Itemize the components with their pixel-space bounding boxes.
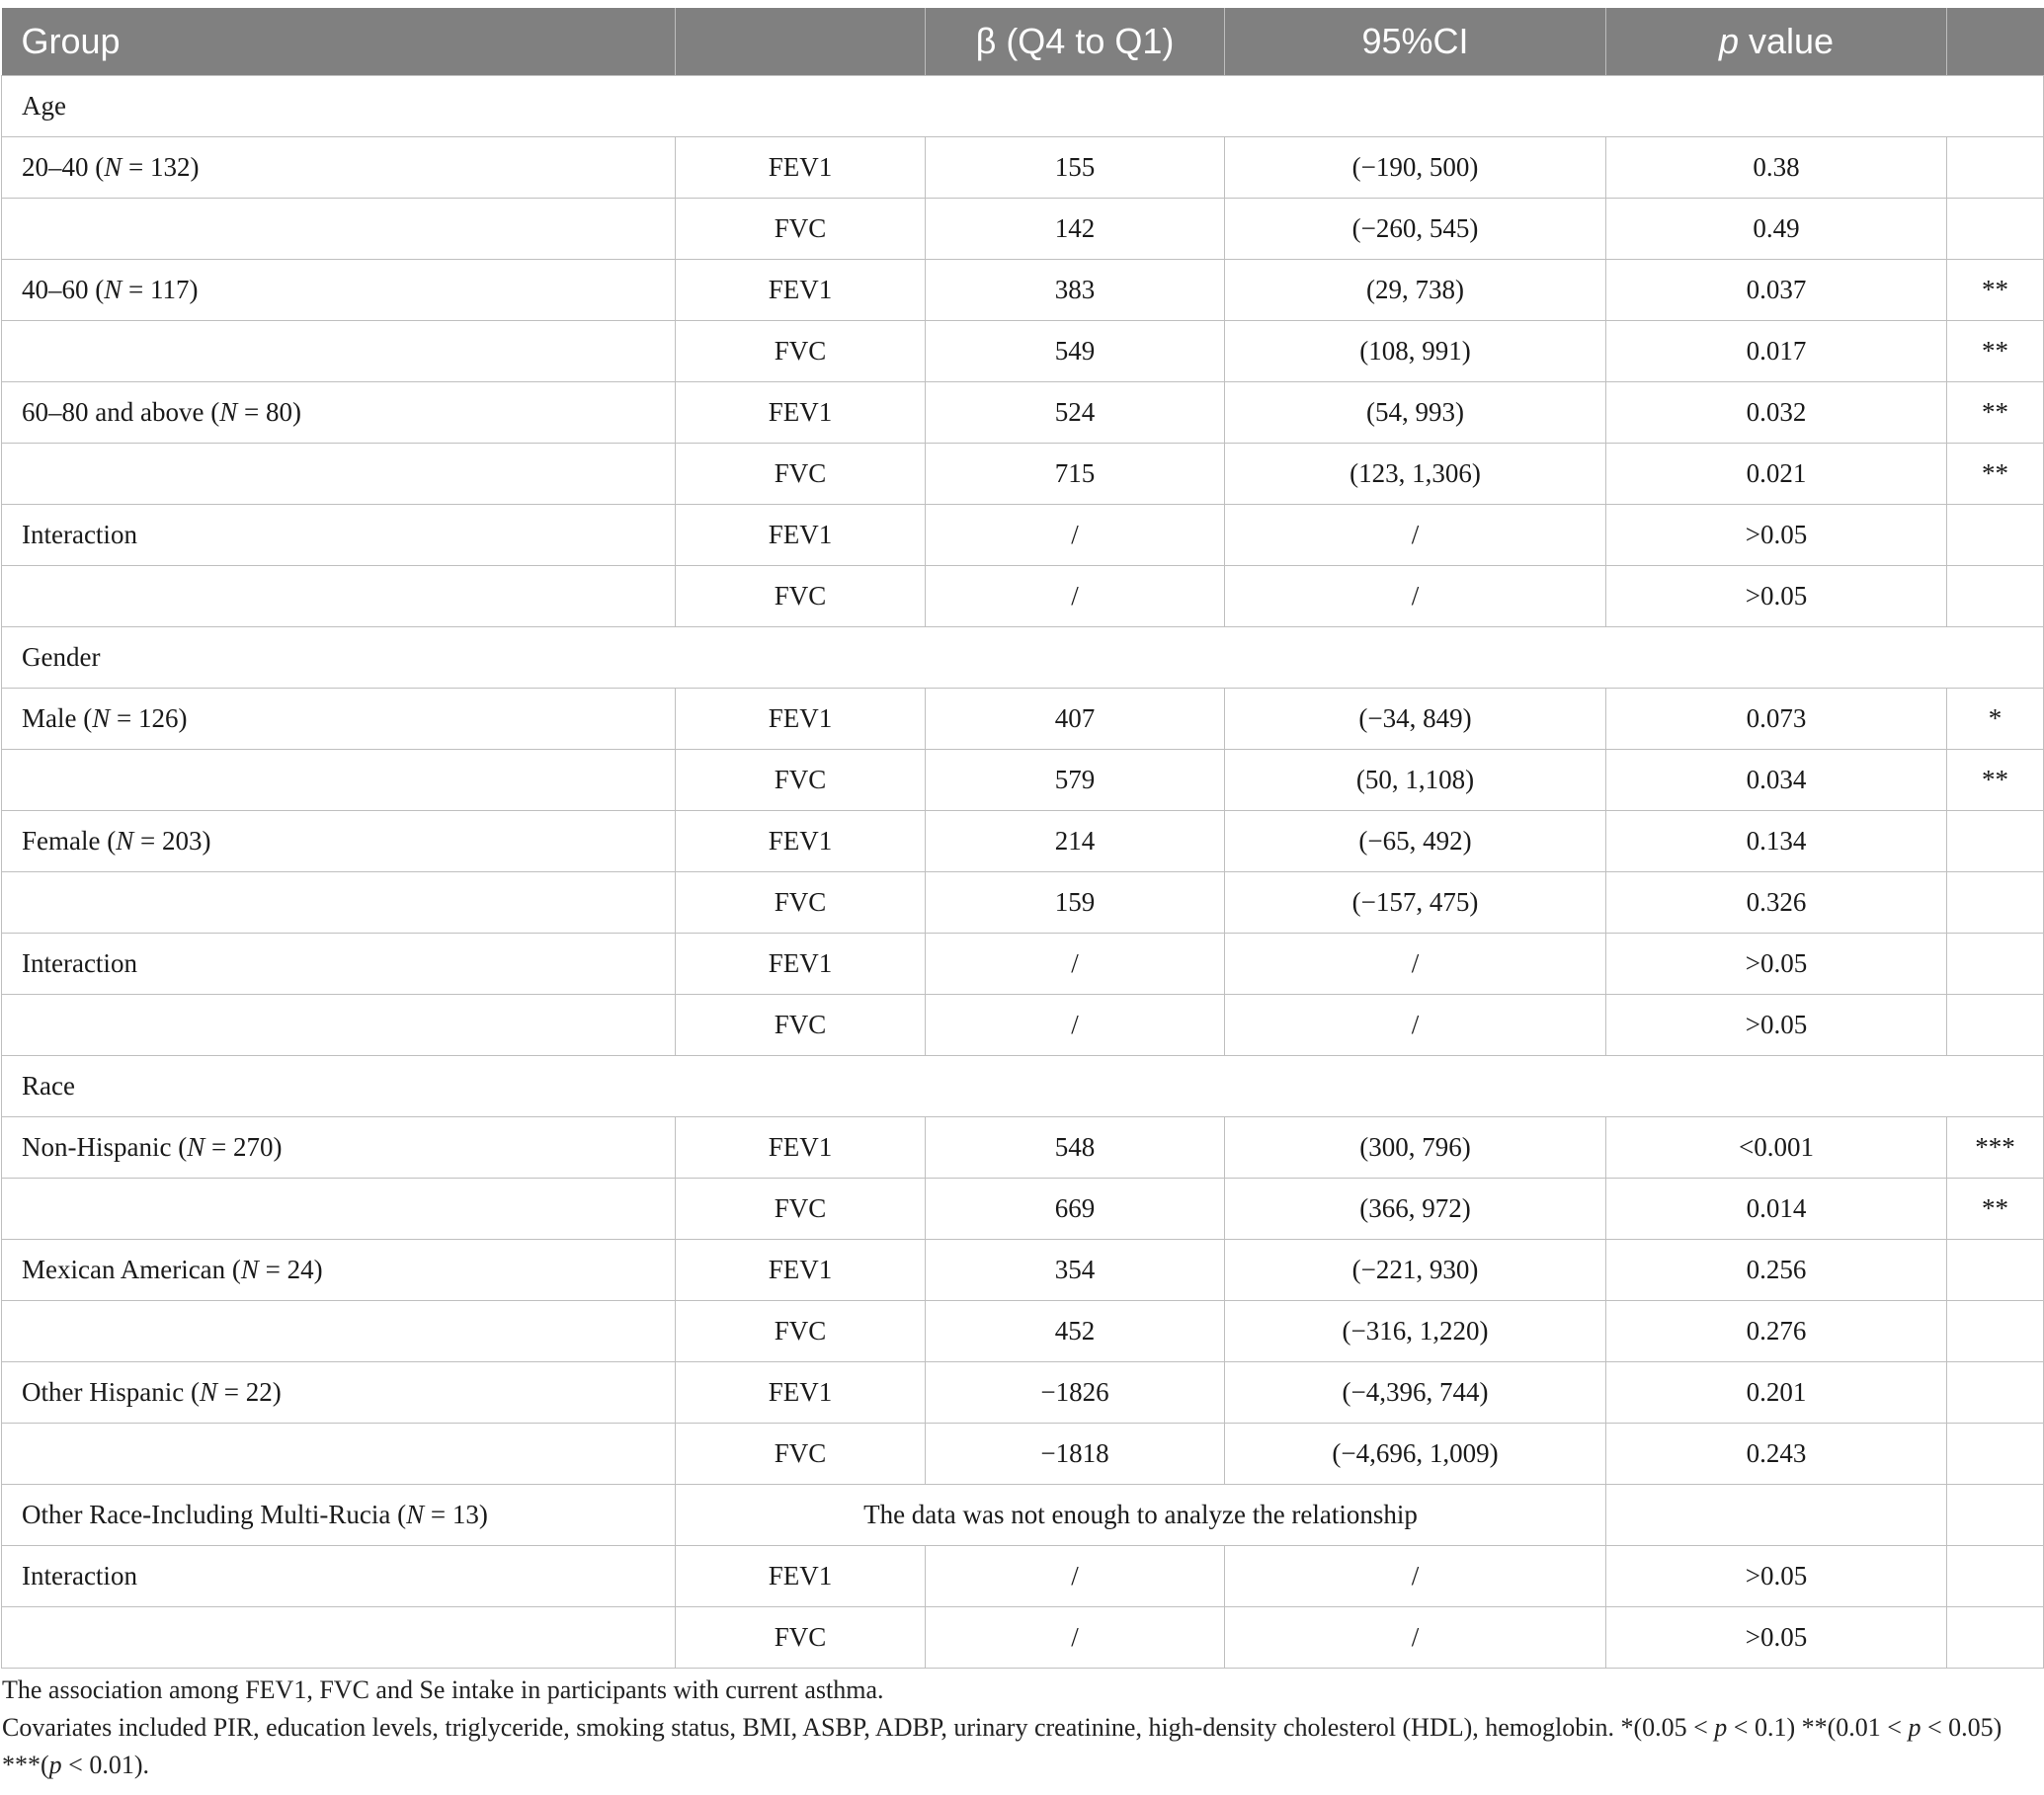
p-cell: >0.05: [1606, 505, 1947, 566]
sig-cell: **: [1947, 1179, 2044, 1240]
beta-cell: 669: [926, 1179, 1225, 1240]
sig-cell: [1947, 199, 2044, 260]
measure-cell: FVC: [676, 444, 926, 505]
table-row: [2, 1607, 2044, 1669]
header-p-value: [1606, 8, 1947, 76]
ci-cell: /: [1225, 1546, 1606, 1607]
group-cell: [2, 566, 676, 627]
ci-cell: /: [1225, 505, 1606, 566]
beta-cell: −1818: [926, 1424, 1225, 1485]
group-cell: Interaction: [2, 1546, 676, 1607]
p-cell: 0.38: [1606, 137, 1947, 199]
footnote-p: p: [1714, 1713, 1728, 1742]
p-cell: 0.021: [1606, 444, 1947, 505]
header-ci: 95%CI: [1225, 8, 1606, 76]
beta-cell: 524: [926, 382, 1225, 444]
measure-cell: FVC: [676, 321, 926, 382]
group-n: N: [219, 397, 238, 427]
measure-cell: FEV1: [676, 505, 926, 566]
group-cell: [2, 199, 676, 260]
beta-cell: /: [926, 566, 1225, 627]
footnote-description: The association among FEV1, FVC and Se intake in participants with current asthma.: [2, 1675, 884, 1704]
sig-cell: ***: [1947, 1117, 2044, 1179]
group-text: 60–80 and above (: [22, 397, 220, 427]
group-n: N: [104, 152, 123, 182]
p-cell: >0.05: [1606, 934, 1947, 995]
group-cell: [2, 1485, 676, 1546]
group-count: = 126): [110, 703, 188, 733]
table-row: [2, 1546, 2044, 1607]
measure-cell: FEV1: [676, 1546, 926, 1607]
group-text: Non-Hispanic (: [22, 1132, 188, 1162]
p-cell: 0.073: [1606, 689, 1947, 750]
measure-cell: FEV1: [676, 260, 926, 321]
group-n: N: [104, 275, 123, 304]
group-n: N: [187, 1132, 205, 1162]
beta-cell: /: [926, 505, 1225, 566]
ci-cell: (50, 1,108): [1225, 750, 1606, 811]
measure-cell: FEV1: [676, 934, 926, 995]
footnote-text: < 0.05): [1921, 1713, 2003, 1742]
group-cell: Interaction: [2, 505, 676, 566]
group-cell: [2, 382, 676, 444]
beta-cell: 142: [926, 199, 1225, 260]
header-group: Group: [2, 8, 676, 76]
sig-cell: [1947, 1546, 2044, 1607]
sig-cell: *: [1947, 689, 2044, 750]
footnote-p: p: [48, 1751, 62, 1779]
table-row: [2, 1301, 2044, 1362]
table-row: [2, 811, 2044, 872]
ci-cell: (−316, 1,220): [1225, 1301, 1606, 1362]
group-cell: [2, 1607, 676, 1669]
ci-cell: (−221, 930): [1225, 1240, 1606, 1301]
p-cell: 0.034: [1606, 750, 1947, 811]
beta-cell: 579: [926, 750, 1225, 811]
group-n: N: [240, 1255, 259, 1284]
p-cell: 0.256: [1606, 1240, 1947, 1301]
table-row: [2, 1485, 2044, 1546]
p-cell: >0.05: [1606, 566, 1947, 627]
beta-cell: 452: [926, 1301, 1225, 1362]
footnote-text: < 0.01).: [61, 1751, 149, 1779]
footnote-significance: [2, 1747, 2037, 1784]
group-text: 20–40 (: [22, 152, 105, 182]
measure-cell: FEV1: [676, 1117, 926, 1179]
group-text: Female (: [22, 826, 117, 856]
ci-cell: /: [1225, 995, 1606, 1056]
table-footnotes: [2, 1672, 2037, 1784]
group-text: Other Hispanic (: [22, 1377, 200, 1407]
group-cell: Interaction: [2, 934, 676, 995]
measure-cell: FEV1: [676, 382, 926, 444]
section-row-race: [2, 1056, 2044, 1117]
group-cell: [2, 444, 676, 505]
sig-cell: [1947, 1607, 2044, 1669]
table-row: [2, 689, 2044, 750]
ci-cell: (123, 1,306): [1225, 444, 1606, 505]
table-row: [2, 137, 2044, 199]
measure-cell: FVC: [676, 566, 926, 627]
group-count: = 203): [133, 826, 211, 856]
beta-cell: 407: [926, 689, 1225, 750]
p-cell: 0.326: [1606, 872, 1947, 934]
sig-cell: [1947, 137, 2044, 199]
sig-cell: **: [1947, 382, 2044, 444]
group-cell: [2, 689, 676, 750]
group-cell: [2, 1301, 676, 1362]
insufficient-data-note: The data was not enough to analyze the relationship: [676, 1485, 1606, 1546]
footnote-text: ***(: [2, 1751, 49, 1779]
p-cell: 0.017: [1606, 321, 1947, 382]
beta-cell: −1826: [926, 1362, 1225, 1424]
sig-cell: [1947, 1424, 2044, 1485]
group-cell: [2, 811, 676, 872]
measure-cell: FVC: [676, 199, 926, 260]
p-cell: 0.037: [1606, 260, 1947, 321]
ci-cell: (300, 796): [1225, 1117, 1606, 1179]
measure-cell: FVC: [676, 1424, 926, 1485]
group-cell: [2, 1117, 676, 1179]
group-count: = 22): [216, 1377, 282, 1407]
header-beta: β (Q4 to Q1): [926, 8, 1225, 76]
ci-cell: (−157, 475): [1225, 872, 1606, 934]
group-count: = 117): [122, 275, 199, 304]
group-text: Other Race-Including Multi-Rucia (: [22, 1500, 407, 1529]
group-cell: [2, 1240, 676, 1301]
group-count: = 13): [424, 1500, 488, 1529]
table-row: [2, 995, 2044, 1056]
p-cell: 0.134: [1606, 811, 1947, 872]
sig-cell: [1947, 934, 2044, 995]
beta-cell: 214: [926, 811, 1225, 872]
group-text: Male (: [22, 703, 93, 733]
header-significance: [1947, 8, 2044, 76]
ci-cell: (−190, 500): [1225, 137, 1606, 199]
group-text: 40–60 (: [22, 275, 105, 304]
beta-cell: /: [926, 1607, 1225, 1669]
header-p-italic: p: [1718, 21, 1739, 61]
beta-cell: 715: [926, 444, 1225, 505]
group-n: N: [116, 826, 134, 856]
group-cell: [2, 260, 676, 321]
sig-cell: [1947, 995, 2044, 1056]
sig-cell: [1947, 1362, 2044, 1424]
sig-cell: [1947, 872, 2044, 934]
ci-cell: /: [1225, 1607, 1606, 1669]
table-row: [2, 321, 2044, 382]
measure-cell: FEV1: [676, 1240, 926, 1301]
group-cell: [2, 321, 676, 382]
group-cell: [2, 137, 676, 199]
group-cell: [2, 995, 676, 1056]
sig-cell: [1947, 1485, 2044, 1546]
group-n: N: [199, 1377, 217, 1407]
p-cell: 0.032: [1606, 382, 1947, 444]
beta-cell: 155: [926, 137, 1225, 199]
measure-cell: FEV1: [676, 811, 926, 872]
group-cell: [2, 872, 676, 934]
group-cell: [2, 1424, 676, 1485]
ci-cell: (54, 993): [1225, 382, 1606, 444]
table-row: [2, 444, 2044, 505]
table-row: [2, 1362, 2044, 1424]
table-row: [2, 1179, 2044, 1240]
p-cell: 0.243: [1606, 1424, 1947, 1485]
group-count: = 132): [122, 152, 200, 182]
footnote-text: < 0.1) **(0.01 <: [1727, 1713, 1909, 1742]
measure-cell: FEV1: [676, 689, 926, 750]
table-row: [2, 1117, 2044, 1179]
p-cell: >0.05: [1606, 995, 1947, 1056]
beta-cell: 549: [926, 321, 1225, 382]
sig-cell: [1947, 505, 2044, 566]
ci-cell: (−65, 492): [1225, 811, 1606, 872]
beta-cell: /: [926, 934, 1225, 995]
p-cell: <0.001: [1606, 1117, 1947, 1179]
header-p-rest: value: [1738, 21, 1835, 61]
section-label: Gender: [2, 627, 2044, 689]
ci-cell: /: [1225, 934, 1606, 995]
sig-cell: [1947, 811, 2044, 872]
ci-cell: (29, 738): [1225, 260, 1606, 321]
ci-cell: (−260, 545): [1225, 199, 1606, 260]
p-cell: 0.49: [1606, 199, 1947, 260]
group-cell: [2, 1362, 676, 1424]
sig-cell: **: [1947, 321, 2044, 382]
group-count: = 80): [237, 397, 301, 427]
table-header-row: [2, 8, 2044, 76]
measure-cell: FVC: [676, 1179, 926, 1240]
measure-cell: FVC: [676, 1607, 926, 1669]
p-cell: 0.276: [1606, 1301, 1947, 1362]
footnote-text: Covariates included PIR, education levels, triglyceride, smoking status, BMI, ASBP, ADBP, urinary creatinine, high-density cholesterol (HDL), hemoglobin. *(0.05 <: [2, 1713, 1715, 1742]
p-cell: >0.05: [1606, 1546, 1947, 1607]
section-row-age: [2, 76, 2044, 137]
beta-cell: /: [926, 1546, 1225, 1607]
table-row: [2, 505, 2044, 566]
measure-cell: FVC: [676, 750, 926, 811]
table-row: [2, 260, 2044, 321]
ci-cell: (−34, 849): [1225, 689, 1606, 750]
beta-cell: 159: [926, 872, 1225, 934]
group-cell: [2, 750, 676, 811]
table-row: [2, 1424, 2044, 1485]
ci-cell: (−4,396, 744): [1225, 1362, 1606, 1424]
sig-cell: [1947, 1301, 2044, 1362]
table-row: [2, 382, 2044, 444]
p-cell: 0.201: [1606, 1362, 1947, 1424]
group-n: N: [406, 1500, 425, 1529]
sig-cell: **: [1947, 444, 2044, 505]
table-row: [2, 566, 2044, 627]
footnote-p: p: [1908, 1713, 1921, 1742]
measure-cell: FEV1: [676, 137, 926, 199]
section-row-gender: [2, 627, 2044, 689]
group-n: N: [92, 703, 111, 733]
results-table-container: [0, 8, 2044, 1669]
ci-cell: /: [1225, 566, 1606, 627]
sig-cell: [1947, 566, 2044, 627]
sig-cell: **: [1947, 750, 2044, 811]
measure-cell: FVC: [676, 1301, 926, 1362]
ci-cell: (108, 991): [1225, 321, 1606, 382]
group-count: = 270): [204, 1132, 283, 1162]
table-row: [2, 1240, 2044, 1301]
beta-cell: 548: [926, 1117, 1225, 1179]
section-label: Race: [2, 1056, 2044, 1117]
beta-cell: /: [926, 995, 1225, 1056]
results-table: [1, 8, 2044, 1669]
group-count: = 24): [258, 1255, 323, 1284]
sig-cell: [1947, 1240, 2044, 1301]
table-row: [2, 934, 2044, 995]
measure-cell: FVC: [676, 872, 926, 934]
footnote-covariates: [2, 1709, 2037, 1747]
measure-cell: FVC: [676, 995, 926, 1056]
ci-cell: (−4,696, 1,009): [1225, 1424, 1606, 1485]
measure-cell: FEV1: [676, 1362, 926, 1424]
section-label: Age: [2, 76, 2044, 137]
beta-cell: 383: [926, 260, 1225, 321]
table-row: [2, 750, 2044, 811]
group-cell: [2, 1179, 676, 1240]
beta-cell: 354: [926, 1240, 1225, 1301]
table-row: [2, 872, 2044, 934]
p-cell: [1606, 1485, 1947, 1546]
header-measure: [676, 8, 926, 76]
group-text: Mexican American (: [22, 1255, 241, 1284]
p-cell: 0.014: [1606, 1179, 1947, 1240]
table-row: [2, 199, 2044, 260]
ci-cell: (366, 972): [1225, 1179, 1606, 1240]
sig-cell: **: [1947, 260, 2044, 321]
p-cell: >0.05: [1606, 1607, 1947, 1669]
